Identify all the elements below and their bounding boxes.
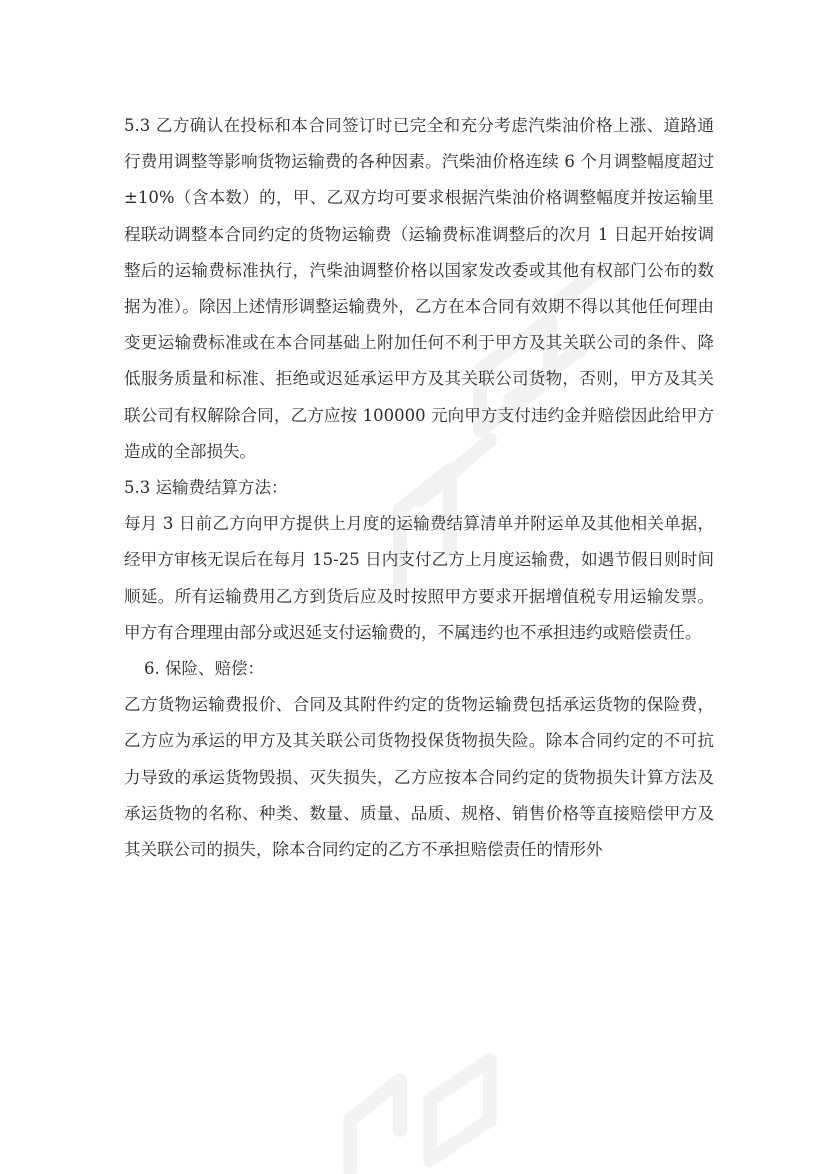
watermark-logo-icon [330,1010,530,1174]
heading-6-insurance: 6. 保险、赔偿： [144,659,264,679]
paragraph-insurance-terms: 乙方货物运输费报价、合同及其附件约定的货物运输费包括承运货物的保险费，乙方应为承运的甲方及其关联公司货物投保货物损失险。除本合同约定的不可抗力导致的承运货物毁损、灭失损失，乙方应按本合同约定的货物损失计算方法及承运货物的名称、种类、数量、质量、品质、规格、销售价格等直接赔偿甲方及其关联公司的损失，除本合同约定的乙方不承担赔偿责任的情形外 [124,695,714,860]
heading-5-3-settlement: 5.3 运输费结算方法： [124,478,288,498]
paragraph-5-3-fuel-price: 5.3 乙方确认在投标和本合同签订时已完全和充分考虑汽柴油价格上涨、道路通行费用调整等影响货物运输费的各种因素。汽柴油价格连续 6 个月调整幅度超过±10%（含本数）的，甲、乙双方均可要求根据汽柴油价格调整幅度并按运输里程联动调整本合同约定的货物运输费（运输费标准调整后的次月 1 日起开始按调整后的运输费标准执行，汽柴油调整价格以国家发改委或其他有权部门公布的数据为准）。除因上述情形调整运输费外，乙方在本合同有效期不得以其他任何理由变更运输费标准或在本合同基础上附加任何不利于甲方及其关联公司的条件、降低服务质量和标准、拒绝或迟延承运甲方及其关联公司货物，否则，甲方及其关联公司有权解除合同，乙方应按 100000 元向甲方支付违约金并赔偿因此给甲方造成的全部损失。 [124,116,714,461]
document-body [124,108,714,868]
paragraph-settlement-terms: 每月 3 日前乙方向甲方提供上月度的运输费结算清单并附运单及其他相关单据，经甲方审核无误后在每月 15-25 日内支付乙方上月度运输费，如遇节假日则时间顺延。所有运输费用乙方到货后应及时按照甲方要求开据增值税专用运输发票。甲方有合理理由部分或迟延支付运输费的，不属违约也不承担违约或赔偿责任。 [124,514,714,642]
